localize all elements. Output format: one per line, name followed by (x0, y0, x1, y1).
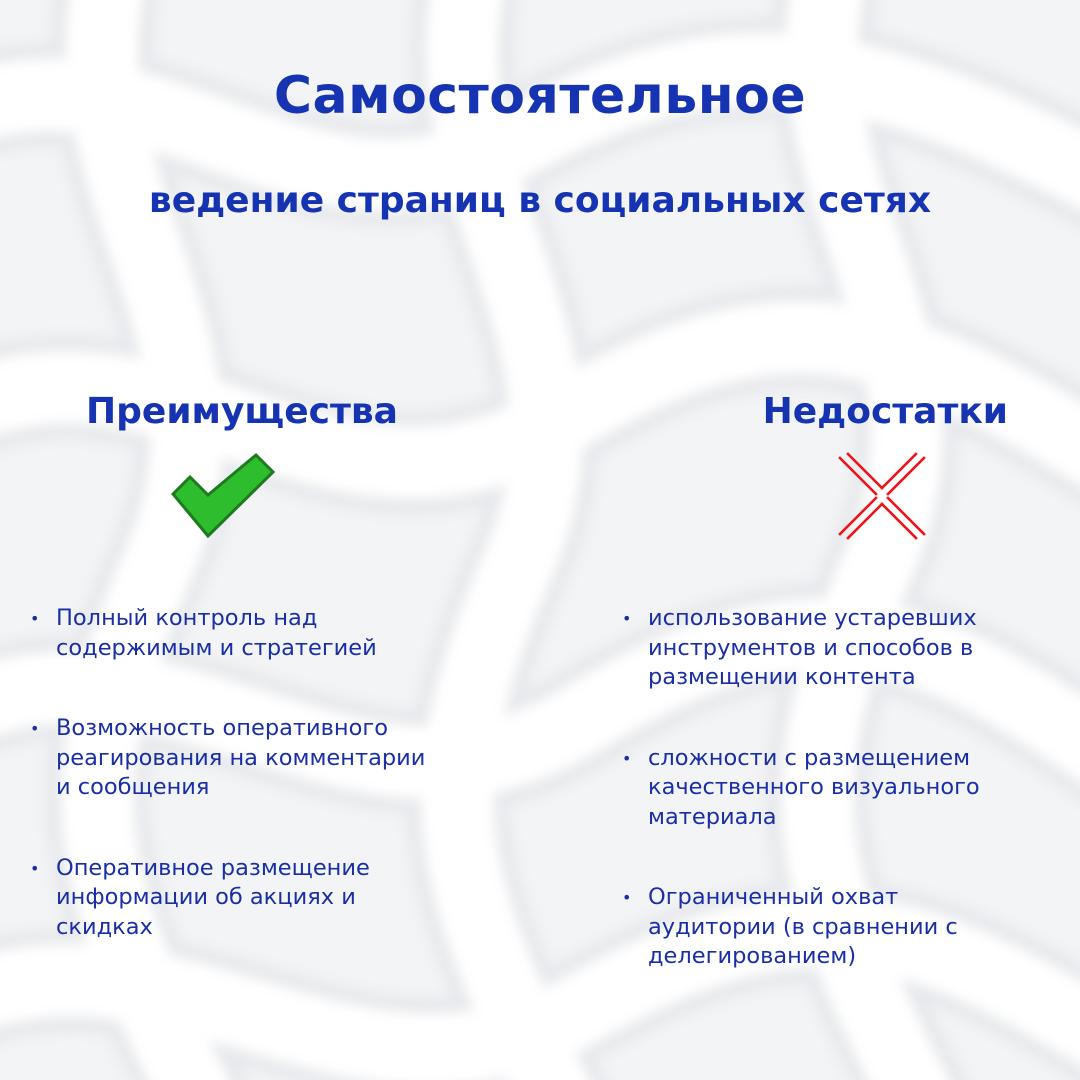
pros-list (30, 604, 490, 993)
bullet: • (622, 888, 632, 907)
item-line: делегированием) (648, 943, 857, 969)
bullet: • (622, 748, 632, 768)
bullet: • (30, 858, 40, 878)
item-line: информации об акциях и (56, 884, 356, 910)
check-icon (170, 452, 276, 540)
bullet: • (622, 609, 632, 628)
item-line: Полный контроль над (56, 605, 318, 631)
pros-heading: Преимущества (86, 391, 398, 432)
item-line: материала (648, 803, 777, 830)
item-line: размещении контента (648, 664, 916, 690)
item-line: скидках (56, 913, 153, 940)
item-line: реагирования на комментарии (56, 744, 426, 771)
item-line: инструментов и способов в (648, 634, 974, 661)
item-line: аудитории (в сравнении с (648, 913, 958, 940)
cons-item-2 (622, 744, 1042, 833)
cons-list (622, 604, 1042, 1023)
page-title: Самостоятельное (273, 66, 807, 126)
pros-item-1 (30, 604, 490, 663)
cons-item-3 (622, 883, 1042, 972)
item-line: Возможность оперативного (56, 715, 388, 741)
item-line: Оперативное размещение (56, 854, 370, 881)
page-subtitle: ведение страниц в социальных сетях (148, 180, 932, 221)
item-line: Ограниченный охват (648, 884, 899, 910)
item-line: сложности с размещением (648, 744, 971, 771)
bullet: • (30, 719, 40, 738)
item-line: содержимым и стратегией (56, 634, 377, 661)
bullet: • (30, 609, 40, 628)
item-line: использование устаревших (648, 605, 977, 631)
cons-heading: Недостатки (762, 391, 1008, 432)
cons-item-1 (622, 604, 1042, 693)
pros-item-3 (30, 854, 490, 943)
cross-icon (836, 450, 928, 542)
pros-item-2 (30, 714, 490, 803)
item-line: качественного визуального (648, 774, 980, 800)
item-line: и сообщения (56, 774, 210, 800)
